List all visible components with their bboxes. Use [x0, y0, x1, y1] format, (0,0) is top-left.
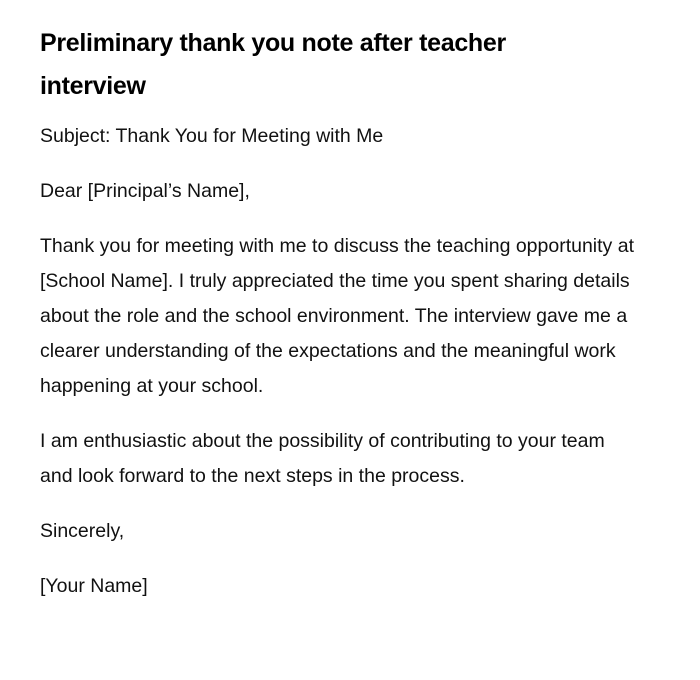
- letter-body-paragraph-1: Thank you for meeting with me to discuss the teaching opportunity at [School Name]. I truly appreciated the time you spent sharing details about the role and the school environment. The interview gave me a clearer understanding of the expectations and the meaningful work happening at your school.: [40, 235, 634, 397]
- letter-body-paragraph-2: I am enthusiastic about the possibility of contributing to your team and look forward to the next steps in the process.: [40, 430, 605, 487]
- letter-closing: Sincerely,: [40, 520, 125, 542]
- email-subject-line: Subject: Thank You for Meeting with Me: [40, 125, 384, 147]
- letter-signature: [Your Name]: [40, 575, 148, 597]
- letter-greeting: Dear [Principal’s Name],: [40, 180, 250, 202]
- document-title: Preliminary thank you note after teacher interview: [40, 29, 506, 100]
